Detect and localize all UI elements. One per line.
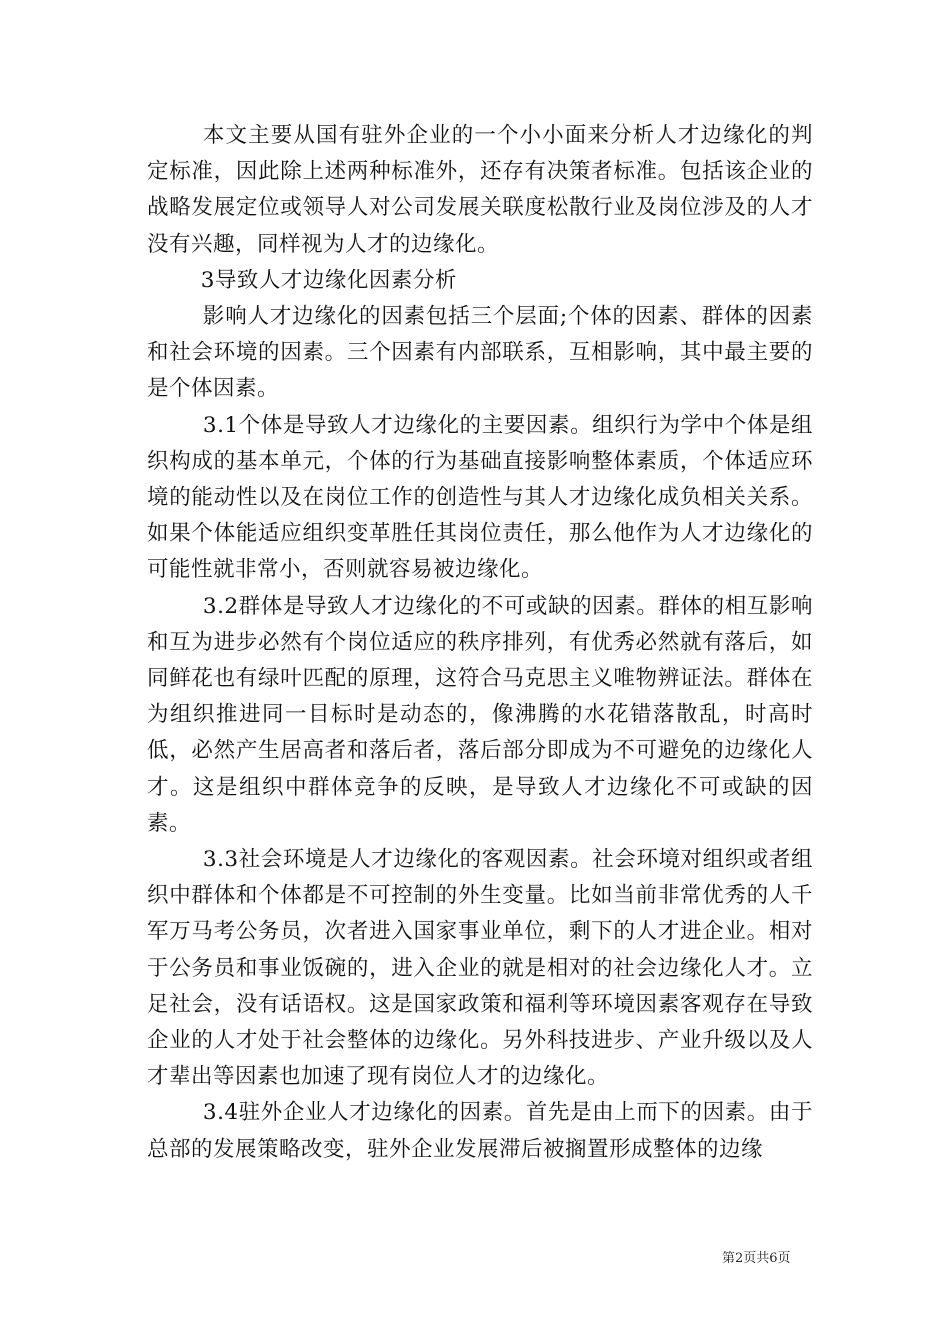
body-text bbox=[147, 118, 813, 1168]
paragraph-3-3: 3.3社会环境是人才边缘化的客观因素。社会环境对组织或者组织中群体和个体都是不可控制的外生变量。比如当前非常优秀的人千军万马考公务员，次者进入国家事业单位，剩下的人才进企业。相对于公务员和事业饭碗的，进入企业的就是相对的社会边缘化人才。立足社会，没有话语权。这是国家政策和福利等环境因素客观存在导致企业的人才处于社会整体的边缘化。另外科技进步、产业升级以及人才辈出等因素也加速了现有岗位人才的边缘化。 bbox=[147, 847, 813, 1090]
section-heading: 3导致人才边缘化因素分析 bbox=[200, 267, 457, 293]
paragraph-3-2: 3.2群体是导致人才边缘化的不可或缺的因素。群体的相互影响和互为进步必然有个岗位适应的秩序排列，有优秀必然就有落后，如同鲜花也有绿叶匹配的原理，这符合马克思主义唯物辨证法。群体在为组织推进同一目标时是动态的，像沸腾的水花错落散乱，时高时低，必然产生居高者和落后者，落后部分即成为不可避免的边缘化人才。这是组织中群体竞争的反映，是导致人才边缘化不可或缺的因素。 bbox=[147, 593, 813, 836]
paragraph-overview: 影响人才边缘化的因素包括三个层面;个体的因素、群体的因素和社会环境的因素。三个因素有内部联系，互相影响，其中最主要的是个体因素。 bbox=[147, 304, 813, 402]
paragraph-3-4: 3.4驻外企业人才边缘化的因素。首先是由上而下的因素。由于总部的发展策略改变，驻外企业发展滞后被搁置形成整体的边缘 bbox=[147, 1100, 813, 1162]
paragraph-3-1: 3.1个体是导致人才边缘化的主要因素。组织行为学中个体是组织构成的基本单元，个体的行为基础直接影响整体素质，个体适应环境的能动性以及在岗位工作的创造性与其人才边缘化成负相关关系。如果个体能适应组织变革胜任其岗位责任，那么他作为人才边缘化的可能性就非常小，否则就容易被边缘化。 bbox=[147, 412, 813, 583]
paragraph-intro: 本文主要从国有驻外企业的一个小小面来分析人才边缘化的判定标准，因此除上述两种标准外，还存有决策者标准。包括该企业的战略发展定位或领导人对公司发展关联度松散行业及岗位涉及的人才没有兴趣，同样视为人才的边缘化。 bbox=[147, 123, 813, 257]
page-number: 第2页共6页 bbox=[722, 1251, 791, 1266]
